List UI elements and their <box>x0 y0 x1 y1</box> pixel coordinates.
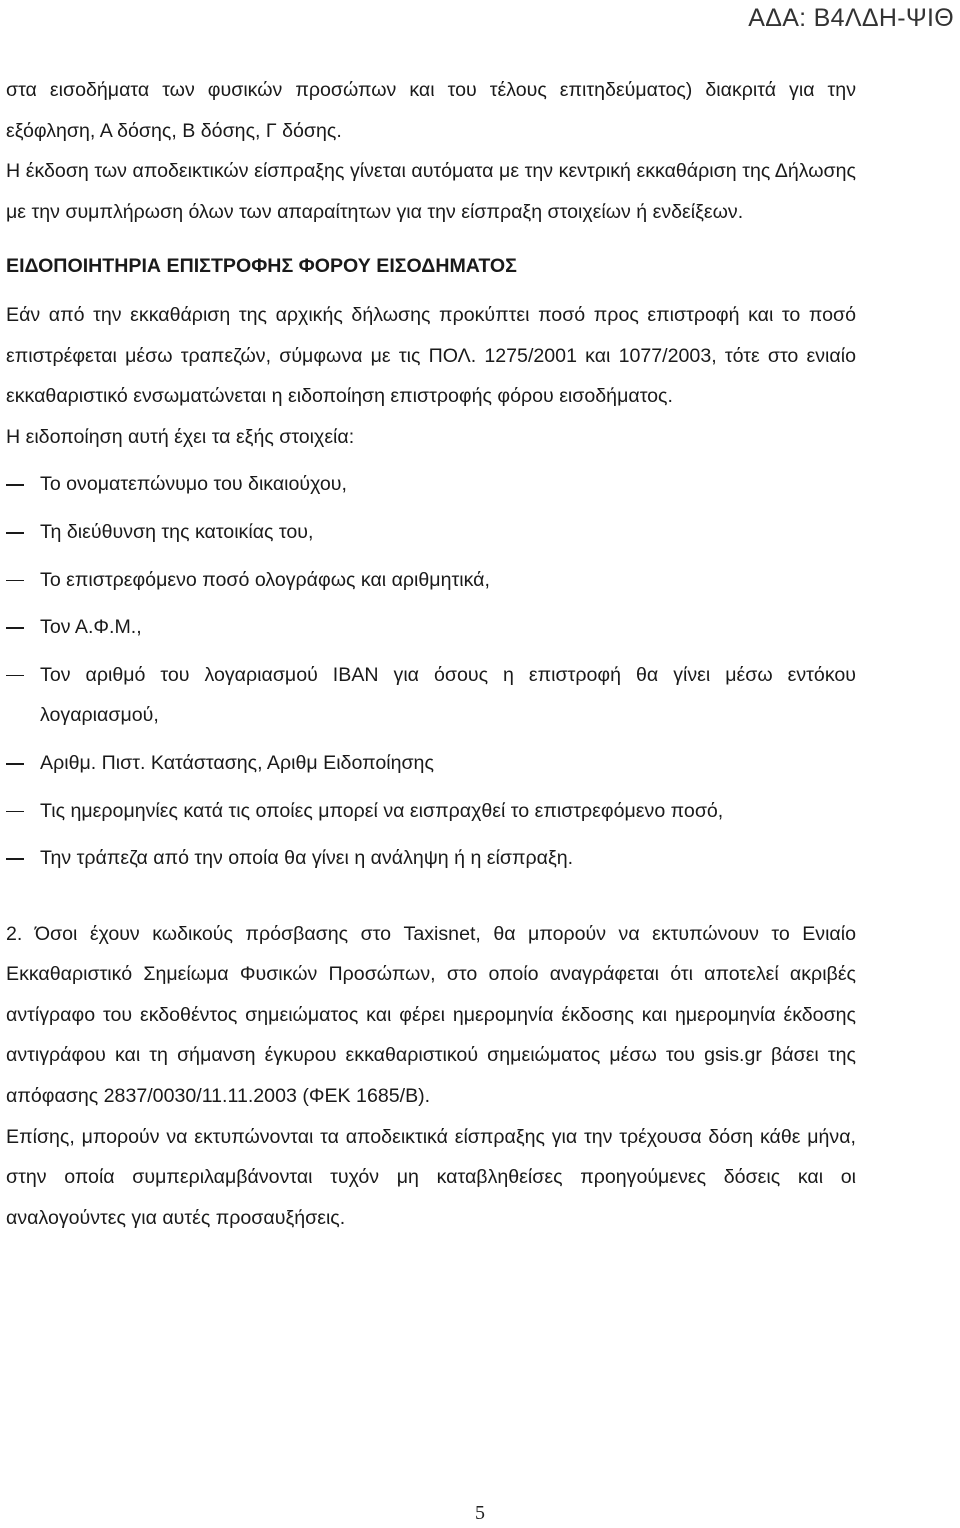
dash-bullet-icon <box>6 811 24 813</box>
list-item <box>6 464 856 505</box>
section1-paragraph-1: Εάν από την εκκαθάριση της αρχικής δήλωσης προκύπτει ποσό προς επιστροφή και το ποσό επιστρέφεται μέσω τραπεζών, σύμφωνα με τις ΠΟΛ. 1275/2001 και 1077/2003, τότε στο ενιαίο εκκαθαριστικό ενσωματώνεται η ειδοποίηση επιστροφής φόρου εισοδήματος. <box>6 303 856 408</box>
section2-paragraph-2: Επίσης, μπορούν να εκτυπώνονται τα αποδεικτικά είσπραξης για την τρέχουσα δόση κάθε μήνα, στην οποία συμπεριλαμβάνονται τυχόν μη καταβληθείσες προηγούμενες δόσεις και οι αναλογούντες για αυτές προσαυξήσεις. <box>6 1125 856 1229</box>
section2-paragraph-1: 2. Όσοι έχουν κωδικούς πρόσβασης στο Taxisnet, θα μπορούν να εκτυπώνουν το Ενιαίο Εκκαθαριστικό Σημείωμα Φυσικών Προσώπων, στο οποίο αναγράφεται ότι αποτελεί ακριβές αντίγραφο του εκδοθέντος σημειώματος και φέρει ημερομηνία έκδοσης και ημερομηνία έκδοσης αντιγράφου και τη σήμανση έγκυρου εκκαθαριστικού σημειώματος μέσω του gsis.gr βάσει της απόφασης 2837/0030/11.11.2003 (ΦΕΚ 1685/Β). <box>6 922 856 1108</box>
notice-fields-list <box>6 464 856 878</box>
dash-bullet-icon <box>6 763 24 765</box>
list-item <box>6 791 856 832</box>
dash-bullet-icon <box>6 532 24 534</box>
section1-paragraph-2: Η ειδοποίηση αυτή έχει τα εξής στοιχεία: <box>6 425 355 448</box>
list-item-text: Το επιστρεφόμενο ποσό ολογράφως και αριθμητικά, <box>40 568 490 591</box>
list-item-text: Τον Α.Φ.Μ., <box>40 616 142 639</box>
dash-bullet-icon <box>6 627 24 629</box>
ada-code: ΑΔΑ: Β4ΛΔΗ-ΨΙΘ <box>748 4 954 32</box>
list-item-text: Αριθμ. Πιστ. Κατάστασης, Αριθμ Ειδοποίησης <box>40 751 434 774</box>
dash-bullet-icon <box>6 484 24 486</box>
dash-bullet-icon <box>6 675 24 677</box>
list-item-text: Τον αριθμό του λογαριασμού IBAN για όσους η επιστροφή θα γίνει μέσω εντόκου λογαριασμού, <box>40 663 856 727</box>
list-item-text: Τη διεύθυνση της κατοικίας του, <box>40 520 314 543</box>
list-item <box>6 655 856 736</box>
document-body <box>6 70 856 1238</box>
list-item <box>6 838 856 879</box>
intro-paragraph-1: στα εισοδήματα των φυσικών προσώπων και του τέλους επιτηδεύματος) διακριτά για την εξόφληση, Α δόσης, Β δόσης, Γ δόσης. <box>6 79 856 142</box>
section-2 <box>6 914 856 1239</box>
list-item <box>6 512 856 553</box>
dash-bullet-icon <box>6 580 24 582</box>
list-item-text: Την τράπεζα από την οποία θα γίνει η ανάληψη ή η είσπραξη. <box>40 847 574 870</box>
list-item <box>6 743 856 784</box>
list-item-text: Το ονοματεπώνυμο του δικαιούχου, <box>40 473 347 496</box>
section-heading: ΕΙΔΟΠΟΙΗΤΗΡΙΑ ΕΠΙΣΤΡΟΦΗΣ ΦΟΡΟΥ ΕΙΣΟΔΗΜΑΤΟΣ <box>6 255 517 278</box>
list-item-text: Τις ημερομηνίες κατά τις οποίες μπορεί να εισπραχθεί το επιστρεφόμενο ποσό, <box>40 799 724 822</box>
list-item <box>6 560 856 601</box>
dash-bullet-icon <box>6 858 24 860</box>
page-number: 5 <box>475 1502 485 1524</box>
list-item <box>6 607 856 648</box>
intro-paragraph-2: Η έκδοση των αποδεικτικών είσπραξης γίνεται αυτόματα με την κεντρική εκκαθάριση της Δήλωσης με την συμπλήρωση όλων των απαραίτητων για την είσπραξη στοιχείων ή ενδείξεων. <box>6 160 856 223</box>
